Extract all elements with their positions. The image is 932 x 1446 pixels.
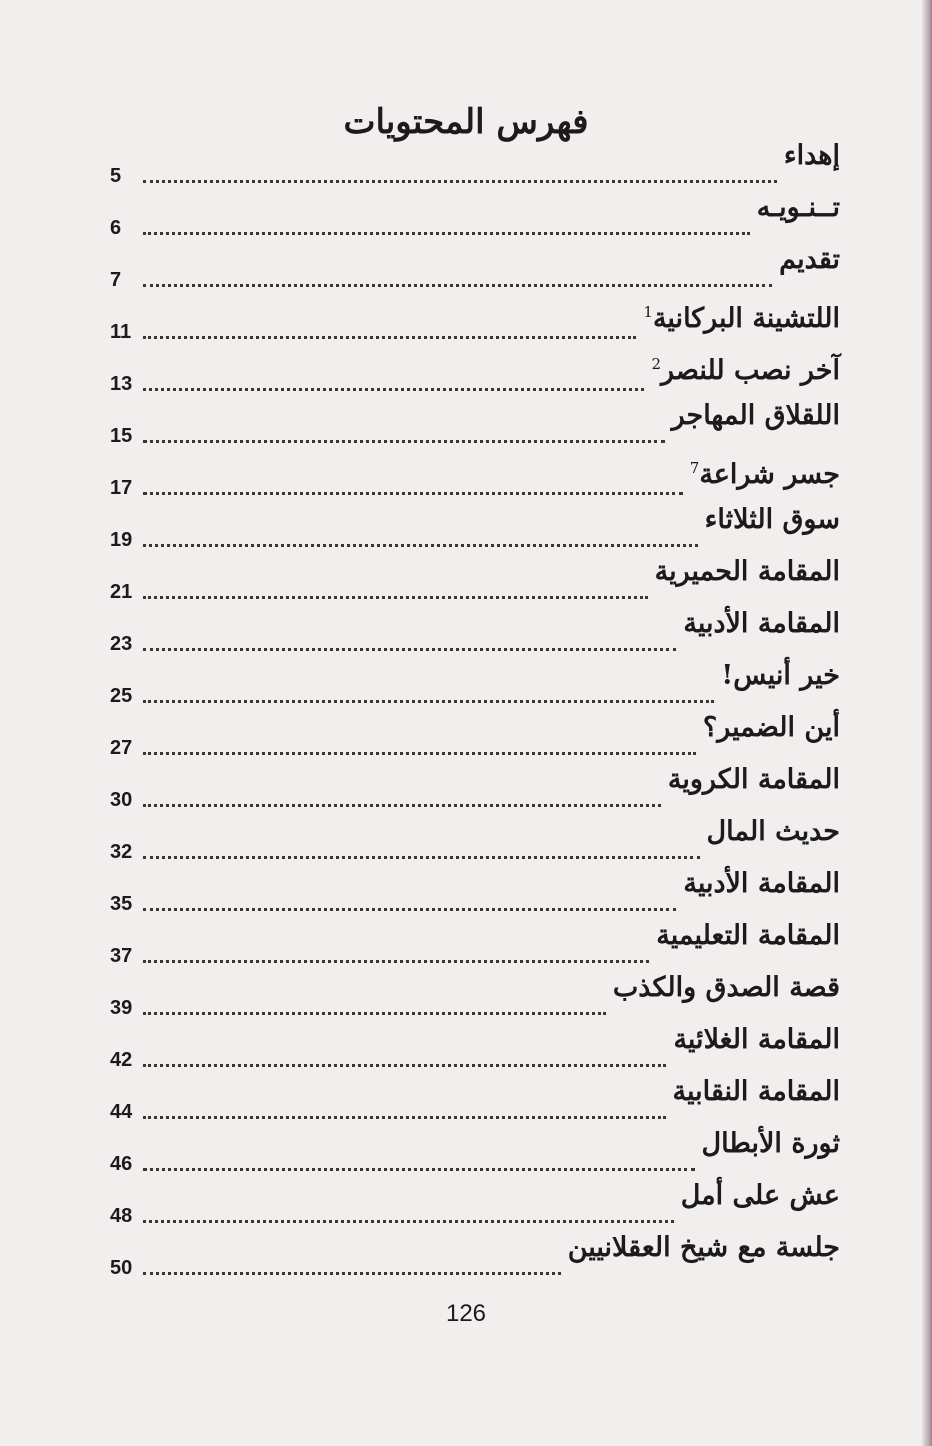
toc-entry-title-text: ثورة الأبطال: [701, 1128, 840, 1159]
dot-leader: [143, 1012, 606, 1015]
toc-entry-page: 30: [110, 789, 133, 811]
toc-entry-page: 32: [110, 841, 133, 863]
toc-entry-title-text: المقامة الأدبية: [683, 868, 840, 899]
footnote-marker: 2: [651, 355, 662, 373]
toc-entry-row: [110, 632, 840, 656]
toc-entry-page: 15: [110, 425, 133, 447]
dot-leader: [143, 1220, 674, 1223]
toc-entry-page: 17: [110, 477, 133, 499]
toc-entry-row: [110, 476, 840, 500]
toc-entry-page: 21: [110, 581, 133, 603]
toc-entry: [110, 398, 840, 450]
toc-entry-row: [110, 580, 840, 604]
toc-entry-row: [110, 372, 840, 396]
toc-entry-title-text: عش على أمل: [680, 1180, 840, 1211]
toc-entry-title-text: المقامة النقابية: [672, 1076, 840, 1107]
toc-entry: [110, 1126, 840, 1178]
toc-entry-title-text: المقامة التعليمية: [656, 920, 840, 951]
dot-leader: [143, 232, 750, 235]
toc-entry-page: 50: [110, 1257, 133, 1279]
toc-entry-title-text: حديث المال: [706, 816, 840, 847]
toc-entry: [110, 346, 840, 398]
toc-entry-row: [110, 892, 840, 916]
toc-entry-page: 25: [110, 685, 133, 707]
toc-entry-row: [110, 1152, 840, 1176]
toc-entry-row: [110, 736, 840, 760]
toc-entry-page: 5: [110, 165, 122, 187]
toc-entry-row: [110, 216, 840, 240]
toc-entry: [110, 918, 840, 970]
toc-entry-page: 19: [110, 529, 133, 551]
toc-entry-title-text: جسر شراعة: [699, 459, 840, 490]
dot-leader: [143, 492, 683, 495]
toc-entry: [110, 1022, 840, 1074]
dot-leader: [143, 856, 700, 859]
toc-entry-row: [110, 268, 840, 292]
toc-entry-page: 23: [110, 633, 133, 655]
toc-entry-title-text: المقامة الغلائية: [673, 1024, 840, 1055]
toc-entry-title-text: أين الضمير؟: [702, 712, 840, 743]
toc-entry-row: [110, 528, 840, 552]
toc-entry: [110, 1074, 840, 1126]
toc-entry-title-text: سوق الثلاثاء: [704, 504, 840, 535]
dot-leader: [143, 1116, 666, 1119]
toc-entry-page: 35: [110, 893, 133, 915]
dot-leader: [143, 180, 777, 183]
toc-entry: [110, 658, 840, 710]
toc-entry-title-text: المقامة الحميرية: [654, 556, 840, 587]
page-number: 126: [445, 1300, 487, 1327]
toc-entry-row: [110, 1204, 840, 1228]
footnote-marker: 1: [643, 303, 653, 321]
toc-entry-row: [110, 996, 840, 1020]
toc-entry: [110, 1230, 840, 1282]
toc-entry-title-text: المقامة الكروية: [667, 764, 840, 795]
dot-leader: [143, 1168, 695, 1171]
toc-entry-title-text: تــنـويـه: [756, 192, 840, 223]
toc-entry-title-text: آخر نصب للنصر: [661, 355, 840, 386]
toc-entry-page: 13: [110, 373, 133, 395]
toc-entry: [110, 138, 840, 190]
dot-leader: [143, 648, 676, 651]
toc-entry: [110, 450, 840, 502]
toc-entry: [110, 814, 840, 866]
toc-entry: [110, 606, 840, 658]
dot-leader: [143, 440, 665, 443]
dot-leader: [143, 1064, 666, 1067]
toc-entry: [110, 710, 840, 762]
toc-entry-row: [110, 788, 840, 812]
toc-entry-row: [110, 944, 840, 968]
toc-entry-title-text: اللقلاق المهاجر: [671, 400, 840, 431]
toc-entry-page: 48: [110, 1205, 133, 1227]
toc-entry-title-text: خير أنيس!: [721, 660, 840, 691]
toc-entry: [110, 762, 840, 814]
toc-entry: [110, 970, 840, 1022]
toc-entry-title-text: جلسة مع شيخ العقلانيين: [567, 1232, 840, 1263]
toc-entry-row: [110, 164, 840, 188]
toc-entry-page: 44: [110, 1101, 133, 1123]
dot-leader: [143, 284, 772, 287]
toc-entry: [110, 294, 840, 346]
toc-entry-row: [110, 684, 840, 708]
toc-entry: [110, 866, 840, 918]
toc-entry-row: [110, 1256, 840, 1280]
toc-entry-page: 27: [110, 737, 133, 759]
toc-entry-row: [110, 840, 840, 864]
dot-leader: [143, 908, 676, 911]
footnote-marker: 7: [689, 459, 700, 477]
toc-entry-row: [110, 1048, 840, 1072]
toc-entry-title-text: قصة الصدق والكذب: [612, 972, 840, 1003]
toc-entry-page: 37: [110, 945, 133, 967]
dot-leader: [143, 804, 661, 807]
dot-leader: [143, 336, 636, 339]
toc-entry-title-text: إهداء: [783, 140, 840, 171]
toc-entry: [110, 242, 840, 294]
dot-leader: [143, 960, 649, 963]
dot-leader: [143, 544, 698, 547]
toc-entry-page: 6: [110, 217, 122, 239]
toc-entry-page: 46: [110, 1153, 133, 1175]
toc-entry-page: 42: [110, 1049, 133, 1071]
toc-entry-row: [110, 424, 840, 448]
toc-entry-page: 39: [110, 997, 133, 1019]
toc-entry-title-text: المقامة الأدبية: [683, 608, 840, 639]
toc-entry-page: 7: [110, 269, 122, 291]
toc-entry-title-text: اللتشينة البركانية: [652, 303, 840, 334]
dot-leader: [143, 1272, 561, 1275]
page-edge: [922, 0, 932, 1446]
page-title: فهرس المحتويات: [343, 102, 589, 142]
toc-entry-row: [110, 1100, 840, 1124]
toc-entry: [110, 502, 840, 554]
toc-entry: [110, 554, 840, 606]
toc-entry-row: [110, 320, 840, 344]
dot-leader: [143, 388, 644, 391]
toc-entry-title-text: تقديم: [779, 244, 840, 275]
toc-entry-page: 11: [110, 321, 132, 343]
toc-entry: [110, 1178, 840, 1230]
dot-leader: [143, 596, 648, 599]
table-of-contents: [110, 138, 840, 1282]
toc-entry: [110, 190, 840, 242]
dot-leader: [143, 752, 696, 755]
dot-leader: [143, 700, 714, 703]
